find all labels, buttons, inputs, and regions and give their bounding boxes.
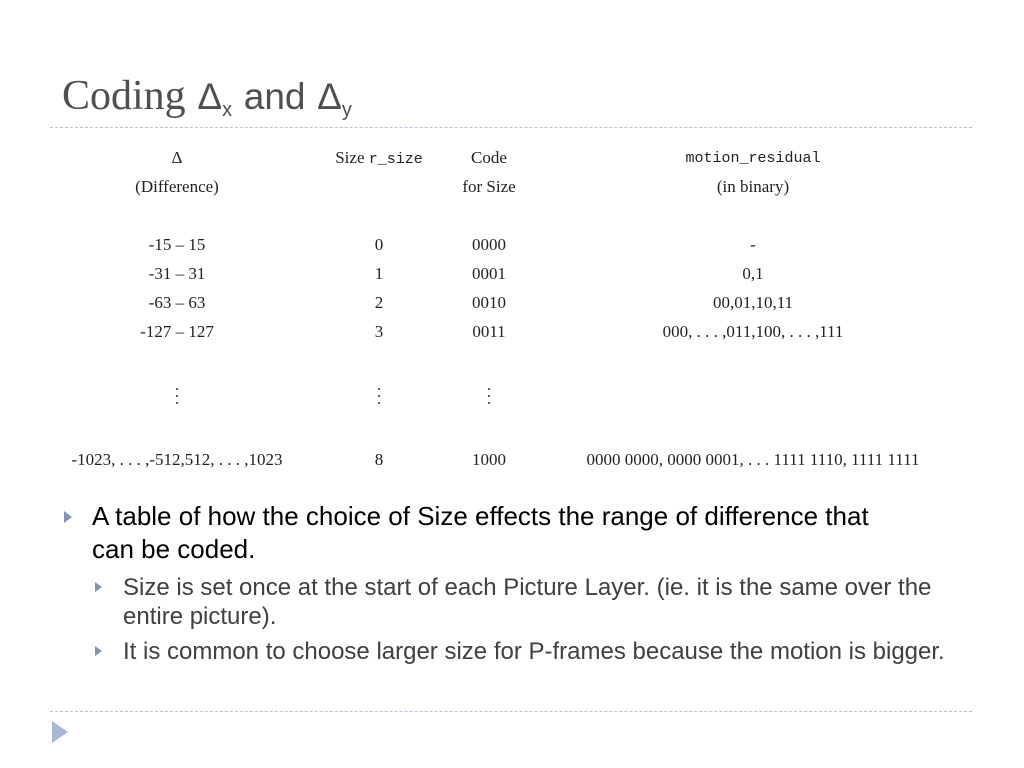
row-3-size: 3 xyxy=(374,322,384,341)
row-3-residual: 000, . . . ,011,100, . . . ,111 xyxy=(662,322,844,341)
ellipsis-code xyxy=(487,388,491,409)
row-3-delta: -127 – 127 xyxy=(140,322,214,341)
row-1-delta: -31 – 31 xyxy=(148,264,206,283)
sub-bullet-p-frames: It is common to choose larger size for P-frames because the motion is bigger. xyxy=(123,638,945,665)
row-0-size: 0 xyxy=(374,235,384,254)
row-0-delta: -15 – 15 xyxy=(148,235,206,254)
sub-bullet-size-set: Size is set once at the start of each Picture Layer. (ie. it is the same over the entire picture). xyxy=(123,574,932,630)
row-4-delta: -1023, . . . ,-512,512, . . . ,1023 xyxy=(71,450,283,469)
header-residual: motion_residual xyxy=(685,150,821,167)
row-2-size: 2 xyxy=(374,293,384,312)
ellipsis-delta xyxy=(175,388,179,409)
row-0-code: 0000 xyxy=(472,235,506,254)
bullet-arrow-icon xyxy=(64,511,72,523)
row-0-residual: - xyxy=(750,235,756,254)
bullet-main: A table of how the choice of Size effects the range of difference that can be coded. xyxy=(92,501,869,564)
sub-bullet-arrow-icon xyxy=(95,582,102,592)
row-1-residual: 0,1 xyxy=(742,264,764,283)
header-size-code: r_size xyxy=(368,151,423,168)
title-delta-y: Δ xyxy=(317,76,342,117)
row-4-residual: 0000 0000, 0000 0001, . . . 1111 1110, 1111 1111 xyxy=(586,450,920,469)
footer-divider xyxy=(50,711,972,712)
title-subscript-y: y xyxy=(341,99,352,121)
header-size xyxy=(335,148,423,168)
header-delta: Δ xyxy=(171,148,183,167)
row-4-code: 1000 xyxy=(472,450,506,469)
header-code-sub: for Size xyxy=(462,177,516,196)
row-4-size: 8 xyxy=(374,450,384,469)
ellipsis-size xyxy=(377,388,381,409)
title-delta-x: Δ xyxy=(197,76,223,117)
row-2-code: 0010 xyxy=(472,293,506,312)
header-code: Code xyxy=(471,148,507,167)
row-2-delta: -63 – 63 xyxy=(148,293,206,312)
row-1-size: 1 xyxy=(374,264,384,283)
play-arrow-icon[interactable] xyxy=(52,721,68,743)
header-size-label: Size xyxy=(335,148,365,167)
sub-bullet-arrow-icon xyxy=(95,646,102,656)
header-delta-sub: (Difference) xyxy=(135,177,219,196)
row-3-code: 0011 xyxy=(472,322,506,341)
title-subscript-x: x xyxy=(222,99,233,121)
title-word: Coding xyxy=(62,73,186,119)
row-1-code: 0001 xyxy=(472,264,506,283)
header-residual-sub: (in binary) xyxy=(716,177,790,196)
row-2-residual: 00,01,10,11 xyxy=(712,293,794,312)
title-and: and xyxy=(243,76,306,117)
